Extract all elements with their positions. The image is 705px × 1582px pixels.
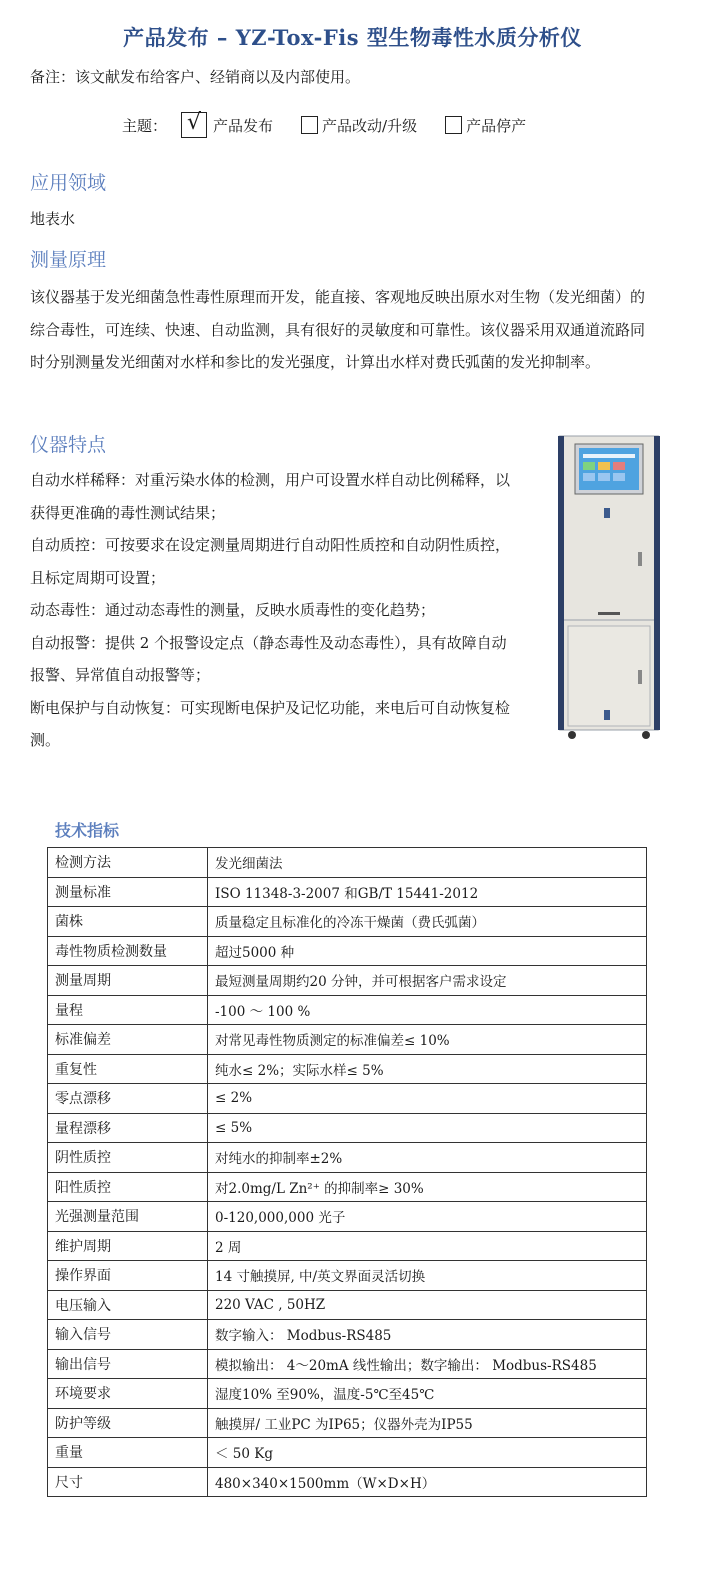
feature-item: 自动水样稀释：对重污染水体的检测，用户可设置水样自动比例稀释，以获得更准确的毒性测试结果； bbox=[30, 471, 511, 522]
table-row bbox=[48, 1231, 647, 1261]
topic-option-discontinued[interactable] bbox=[445, 115, 526, 136]
topic-row bbox=[122, 112, 554, 138]
table-row bbox=[48, 1290, 647, 1320]
spec-name-cell: 阳性质控 bbox=[48, 1172, 208, 1202]
spec-name-cell: 电压输入 bbox=[48, 1290, 208, 1320]
features-heading: 仪器特点 bbox=[30, 434, 107, 456]
spec-name-cell: 重量 bbox=[48, 1438, 208, 1468]
analyzer-cabinet-image bbox=[558, 434, 660, 740]
table-row bbox=[48, 1320, 647, 1350]
spec-value-cell: 模拟输出： 4～20mA 线性输出；数字输出： Modbus-RS485 bbox=[208, 1349, 647, 1379]
spec-value-cell: ISO 11348-3-2007 和GB/T 15441-2012 bbox=[208, 877, 647, 907]
spec-value-cell: 数字输入： Modbus-RS485 bbox=[208, 1320, 647, 1350]
feature-item: 动态毒性：通过动态毒性的测量，反映水质毒性的变化趋势； bbox=[30, 601, 436, 619]
spec-value-cell: 对2.0mg/L Zn²⁺ 的抑制率≥ 30% bbox=[208, 1172, 647, 1202]
table-row bbox=[48, 1379, 647, 1409]
check-mark-icon: √ bbox=[187, 110, 202, 135]
topic-option-release[interactable] bbox=[181, 112, 273, 138]
spec-value-cell: ＜ 50 Kg bbox=[208, 1438, 647, 1468]
spec-name-cell: 标准偏差 bbox=[48, 1025, 208, 1055]
spec-value-cell: 对常见毒性物质测定的标准偏差≤ 10% bbox=[208, 1025, 647, 1055]
spec-value-cell: 最短测量周期约20 分钟，并可根据客户需求设定 bbox=[208, 966, 647, 996]
spec-name-cell: 防护等级 bbox=[48, 1408, 208, 1438]
topic-option-upgrade[interactable] bbox=[301, 115, 417, 136]
table-row bbox=[48, 1202, 647, 1232]
principle-heading: 测量原理 bbox=[30, 249, 107, 271]
spec-name-cell: 维护周期 bbox=[48, 1231, 208, 1261]
table-row bbox=[48, 936, 647, 966]
topic-label: 主题： bbox=[122, 116, 168, 135]
spec-value-cell: 发光细菌法 bbox=[208, 848, 647, 878]
feature-item: 断电保护与自动恢复：可实现断电保护及记忆功能，来电后可自动恢复检测。 bbox=[30, 698, 511, 749]
spec-name-cell: 输出信号 bbox=[48, 1349, 208, 1379]
table-row bbox=[48, 1261, 647, 1291]
principle-text: 该仪器基于发光细菌急性毒性原理而开发，能直接、客观地反映出原水对生物（发光细菌）的综合毒性，可连续、快速、自动监测，具有很好的灵敏度和可靠性。该仪器采用双通道流路同时分别测量发光细菌对水样和参比的发光强度，计算出水样对费氏弧菌的发光抑制率。 bbox=[30, 288, 646, 371]
features-list bbox=[30, 464, 510, 757]
table-row bbox=[48, 1172, 647, 1202]
spec-name-cell: 环境要求 bbox=[48, 1379, 208, 1409]
table-row bbox=[48, 966, 647, 996]
specs-heading: 技术指标 bbox=[55, 821, 120, 840]
spec-name-cell: 测量标准 bbox=[48, 877, 208, 907]
table-row bbox=[48, 848, 647, 878]
spec-value-cell: 触摸屏/ 工业PC 为IP65；仪器外壳为IP55 bbox=[208, 1408, 647, 1438]
spec-name-cell: 量程漂移 bbox=[48, 1113, 208, 1143]
checkbox-checked[interactable] bbox=[181, 112, 207, 138]
table-row bbox=[48, 1408, 647, 1438]
spec-value-cell: 220 VAC , 50HZ bbox=[208, 1290, 647, 1320]
topic-option-label: 产品发布 bbox=[213, 116, 274, 135]
feature-item: 自动质控：可按要求在设定测量周期进行自动阳性质控和自动阴性质控，且标定周期可设置； bbox=[30, 536, 511, 587]
spec-name-cell: 测量周期 bbox=[48, 966, 208, 996]
table-row bbox=[48, 1349, 647, 1379]
spec-value-cell: 14 寸触摸屏, 中/英文界面灵活切换 bbox=[208, 1261, 647, 1291]
table-row bbox=[48, 1054, 647, 1084]
spec-value-cell: 0-120,000,000 光子 bbox=[208, 1202, 647, 1232]
spec-name-cell: 量程 bbox=[48, 995, 208, 1025]
topic-option-label: 产品停产 bbox=[466, 116, 527, 135]
table-row bbox=[48, 1438, 647, 1468]
topic-option-label: 产品改动/升级 bbox=[322, 116, 418, 135]
document-title: 产品发布 – YZ-Tox-Fis 型生物毒性水质分析仪 bbox=[123, 25, 582, 50]
feature-item: 自动报警：提供 2 个报警设定点（静态毒性及动态毒性），具有故障自动报警、异常值自动报警等； bbox=[30, 633, 507, 684]
spec-value-cell: 质量稳定且标准化的冷冻干燥菌（费氏弧菌） bbox=[208, 907, 647, 937]
spec-value-cell: ≤ 2% bbox=[208, 1084, 647, 1114]
table-row bbox=[48, 1113, 647, 1143]
spec-name-cell: 重复性 bbox=[48, 1054, 208, 1084]
spec-name-cell: 阴性质控 bbox=[48, 1143, 208, 1173]
spec-value-cell: ≤ 5% bbox=[208, 1113, 647, 1143]
spec-value-cell: 湿度10% 至90%，温度-5℃至45℃ bbox=[208, 1379, 647, 1409]
spec-value-cell: 480×340×1500mm（W×D×H） bbox=[208, 1467, 647, 1497]
application-text: 地表水 bbox=[30, 210, 76, 228]
spec-name-cell: 菌株 bbox=[48, 907, 208, 937]
checkbox-unchecked[interactable] bbox=[301, 116, 318, 134]
table-row bbox=[48, 995, 647, 1025]
table-row bbox=[48, 877, 647, 907]
spec-name-cell: 操作界面 bbox=[48, 1261, 208, 1291]
spec-name-cell: 光强测量范围 bbox=[48, 1202, 208, 1232]
spec-value-cell: 对纯水的抑制率±2% bbox=[208, 1143, 647, 1173]
spec-name-cell: 毒性物质检测数量 bbox=[48, 936, 208, 966]
spec-value-cell: 纯水≤ 2%；实际水样≤ 5% bbox=[208, 1054, 647, 1084]
spec-value-cell: 2 周 bbox=[208, 1231, 647, 1261]
table-row bbox=[48, 1025, 647, 1055]
table-row bbox=[48, 907, 647, 937]
table-row bbox=[48, 1084, 647, 1114]
spec-name-cell: 输入信号 bbox=[48, 1320, 208, 1350]
table-row bbox=[48, 1467, 647, 1497]
spec-table bbox=[47, 847, 647, 1497]
application-heading: 应用领域 bbox=[30, 172, 107, 194]
spec-name-cell: 尺寸 bbox=[48, 1467, 208, 1497]
spec-value-cell: 超过5000 种 bbox=[208, 936, 647, 966]
spec-name-cell: 零点漂移 bbox=[48, 1084, 208, 1114]
table-row bbox=[48, 1143, 647, 1173]
spec-name-cell: 检测方法 bbox=[48, 848, 208, 878]
distribution-note: 备注：该文献发布给客户、经销商以及内部使用。 bbox=[30, 68, 361, 86]
spec-value-cell: -100 ～ 100 % bbox=[208, 995, 647, 1025]
checkbox-unchecked[interactable] bbox=[445, 116, 462, 134]
